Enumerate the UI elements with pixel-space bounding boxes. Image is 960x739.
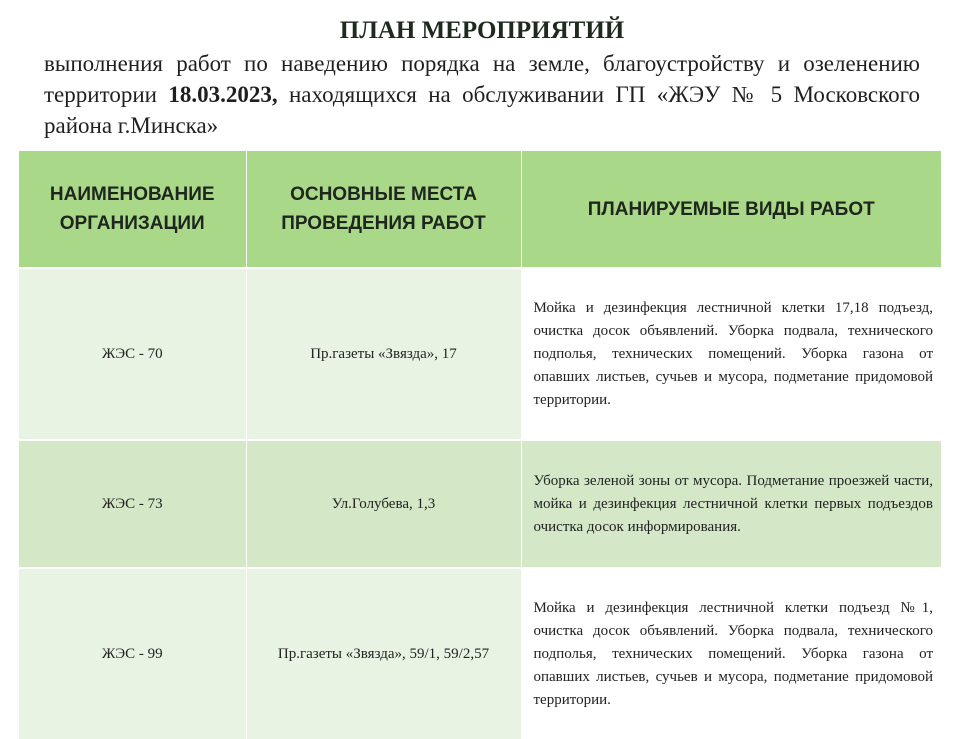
works-cell: Уборка зеленой зоны от мусора. Подметание проезжей части, мойка и дезинфекция лестничной клетки первых подъездов очистка досок информирования. bbox=[521, 440, 941, 568]
table-row bbox=[19, 440, 941, 568]
organization-cell: ЖЭС - 73 bbox=[19, 440, 246, 568]
location-cell: Пр.газеты «Звязда», 59/1, 59/2,57 bbox=[246, 568, 521, 739]
subtitle-text-start: выполнения работ по наведению порядка на земле, благоустройству и озеленению территории bbox=[44, 51, 920, 107]
column-header-organization: НАИМЕНОВАНИЕ ОРГАНИЗАЦИИ bbox=[19, 151, 246, 268]
location-cell: Ул.Голубева, 1,3 bbox=[246, 440, 521, 568]
organization-cell: ЖЭС - 70 bbox=[19, 268, 246, 440]
subtitle-text-end: находящихся на обслуживании ГП «ЖЭУ № 5 Московского района г.Минска» bbox=[44, 82, 920, 138]
table-row bbox=[19, 568, 941, 739]
subtitle-date: 18.03.2023, bbox=[168, 82, 278, 107]
plan-table bbox=[19, 151, 941, 739]
location-cell: Пр.газеты «Звязда», 17 bbox=[246, 268, 521, 440]
table-header-row bbox=[19, 151, 941, 268]
table-row bbox=[19, 268, 941, 440]
document-header bbox=[44, 14, 920, 141]
column-header-works: ПЛАНИРУЕМЫЕ ВИДЫ РАБОТ bbox=[521, 151, 941, 268]
works-cell: Мойка и дезинфекция лестничной клетки 17,18 подъезд, очистка досок объявлений. Уборка подвала, технического подполья, технических помещений. Уборка газона от опавших листьев, сучьев и мусора, подметание придомовой территории. bbox=[521, 268, 941, 440]
page-title: ПЛАН МЕРОПРИЯТИЙ bbox=[339, 17, 625, 44]
works-cell: Мойка и дезинфекция лестничной клетки подъезд №1, очистка досок объявлений. Уборка подвала, технического подполья, технических помещений. Уборка газона от опавших листьев, сучьев и мусора, подметание придомовой территории. bbox=[521, 568, 941, 739]
page-subtitle bbox=[44, 48, 920, 141]
organization-cell: ЖЭС - 99 bbox=[19, 568, 246, 739]
column-header-location: ОСНОВНЫЕ МЕСТА ПРОВЕДЕНИЯ РАБОТ bbox=[246, 151, 521, 268]
